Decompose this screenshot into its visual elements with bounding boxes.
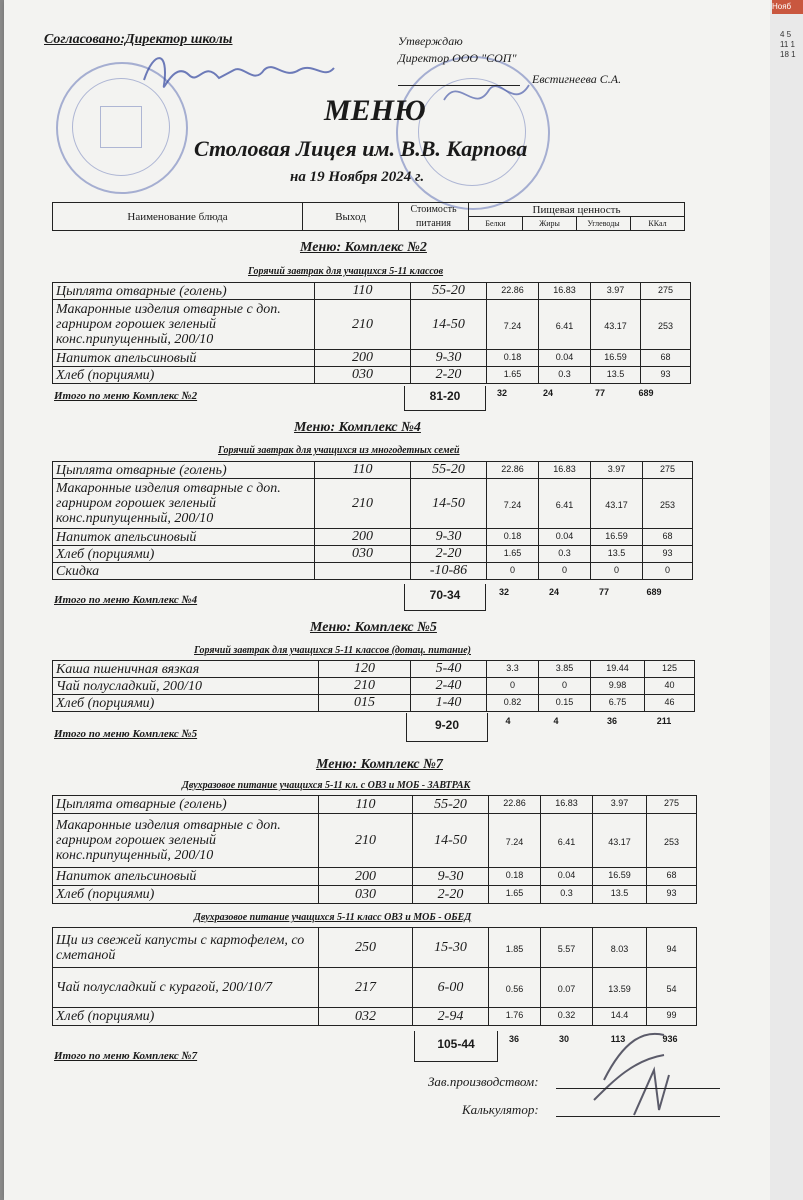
menu-table (52, 461, 693, 580)
approver-signature (434, 70, 544, 120)
total-price: 81-20 (404, 386, 486, 411)
table-row: Каша пшеничная вязкая 120 5-40 3.3 3.85 19.44 125 (53, 661, 695, 678)
calculator-label: Калькулятор: (462, 1102, 539, 1117)
section-subtitle: Горячий завтрак для учащихся 5-11 классов (248, 266, 444, 277)
total-carbs: 113 (610, 1034, 626, 1044)
table-row: Хлеб (порциями) 030 2-20 1.65 0.3 13.5 93 (53, 546, 693, 563)
approve-label: Утверждаю (398, 34, 463, 48)
table-row: Макаронные изделия отварные с доп. гарниром горошек зеленый конс.припущенный, 200/10 210 14-50 7.24 6.41 43.17 253 (53, 300, 691, 350)
table-row: Хлеб (порциями) 015 1-40 0.82 0.15 6.75 46 (53, 695, 695, 712)
total-carbs: 77 (594, 388, 605, 398)
total-fat: 24 (542, 388, 553, 398)
total-label: Итого по меню Комплекс №5 (54, 728, 198, 740)
menu-table (52, 795, 697, 904)
edge-tag: Нояб (772, 0, 803, 14)
table-row: Хлеб (порциями) 032 2-94 1.76 0.32 14.4 99 (53, 1008, 697, 1026)
total-carbs: 77 (598, 587, 609, 597)
menu-table-lunch (52, 927, 697, 1026)
table-row: Хлеб (порциями) 030 2-20 1.65 0.3 13.5 93 (53, 367, 691, 384)
total-protein: 32 (498, 587, 509, 597)
table-row: Макаронные изделия отварные с доп. гарниром горошек зеленый конс.припущенный, 200/10 210 14-50 7.24 6.41 43.17 253 (53, 479, 693, 529)
total-price: 9-20 (406, 713, 488, 742)
section-title: Меню: Комплекс №7 (316, 757, 443, 772)
total-protein: 32 (496, 388, 507, 398)
section-title: Меню: Комплекс №5 (310, 620, 437, 635)
col-kcal: ККал (631, 217, 685, 231)
total-kcal: 211 (656, 716, 672, 726)
total-protein: 4 (505, 716, 511, 726)
total-fat: 4 (553, 716, 559, 726)
total-kcal: 689 (638, 388, 654, 398)
canteen-name: Столовая Лицея им. В.В. Карпова (194, 136, 528, 161)
table-row: Напиток апельсиновый 200 9-30 0.18 0.04 16.59 68 (53, 350, 691, 367)
section-title: Меню: Комплекс №4 (294, 420, 421, 435)
document-page (4, 0, 774, 1200)
col-name: Наименование блюда (53, 203, 303, 231)
agreed-label: Согласовано:Директор школы (44, 32, 233, 47)
section-subtitle: Горячий завтрак для учащихся 5-11 классов (дотац. питание) (194, 645, 471, 656)
approve-director: Директор ООО "СОП" (398, 51, 517, 65)
table-row: Скидка -10-86 0 0 0 0 (53, 563, 693, 580)
table-row: Цыплята отварные (голень) 110 55-20 22.86 16.83 3.97 275 (53, 796, 697, 814)
table-row: Щи из свежей капусты с картофелем, со сметаной 250 15-30 1.85 5.57 8.03 94 (53, 928, 697, 968)
col-yield: Выход (303, 203, 399, 231)
total-label: Итого по меню Комплекс №7 (54, 1050, 198, 1062)
page-title: МЕНЮ (324, 94, 426, 127)
col-cost: Стоимость (399, 203, 469, 217)
total-kcal: 689 (646, 587, 662, 597)
column-header (52, 202, 685, 231)
menu-table (52, 282, 691, 384)
background-page-edge (770, 0, 803, 1200)
section-subtitle: Двухразовое питание учащихся 5-11 кл. с ОВЗ и МОБ - ЗАВТРАК (182, 780, 471, 791)
total-label: Итого по меню Комплекс №4 (54, 594, 198, 606)
section-subtitle: Горячий завтрак для учащихся из многодетных семей (218, 445, 460, 456)
total-fat: 24 (548, 587, 559, 597)
approve-name: Евстигнеева С.А. (532, 72, 622, 86)
col-nutrition: Пищевая ценность (469, 203, 685, 217)
total-protein: 36 (508, 1034, 519, 1044)
menu-table (52, 660, 695, 712)
production-sign-line (556, 1088, 720, 1089)
col-fat: Жиры (523, 217, 577, 231)
total-price: 105-44 (414, 1031, 498, 1062)
production-manager-label: Зав.производством: (428, 1074, 539, 1089)
table-row: Чай полусладкий, 200/10 210 2-40 0 0 9.98 40 (53, 678, 695, 695)
total-price: 70-34 (404, 584, 486, 611)
calculator-sign-line (556, 1116, 720, 1117)
col-carbs: Углеводы (577, 217, 631, 231)
table-row: Напиток апельсиновый 200 9-30 0.18 0.04 16.59 68 (53, 868, 697, 886)
table-row: Макаронные изделия отварные с доп. гарниром горошек зеленый конс.припущенный, 200/10 210 14-50 7.24 6.41 43.17 253 (53, 814, 697, 868)
approve-sign-line (398, 85, 520, 86)
total-fat: 30 (558, 1034, 569, 1044)
section-subtitle-lunch: Двухразовое питание учащихся 5-11 класс ОВЗ и МОБ - ОБЕД (194, 912, 472, 923)
total-kcal: 936 (662, 1034, 678, 1044)
table-row: Цыплята отварные (голень) 110 55-20 22.86 16.83 3.97 275 (53, 462, 693, 479)
total-carbs: 36 (606, 716, 617, 726)
section-title: Меню: Комплекс №2 (300, 240, 427, 255)
col-cost-2: питания (399, 217, 469, 231)
total-label: Итого по меню Комплекс №2 (54, 390, 198, 402)
table-row: Чай полусладкий с курагой, 200/10/7 217 6-00 0.56 0.07 13.59 54 (53, 968, 697, 1008)
col-protein: Белки (469, 217, 523, 231)
table-row: Цыплята отварные (голень) 110 55-20 22.86 16.83 3.97 275 (53, 283, 691, 300)
edge-numbers: 4 5 11 1 18 1 (780, 30, 796, 59)
menu-date: на 19 Ноября 2024 г. (290, 169, 425, 185)
table-row: Напиток апельсиновый 200 9-30 0.18 0.04 16.59 68 (53, 529, 693, 546)
table-row: Хлеб (порциями) 030 2-20 1.65 0.3 13.5 93 (53, 886, 697, 904)
